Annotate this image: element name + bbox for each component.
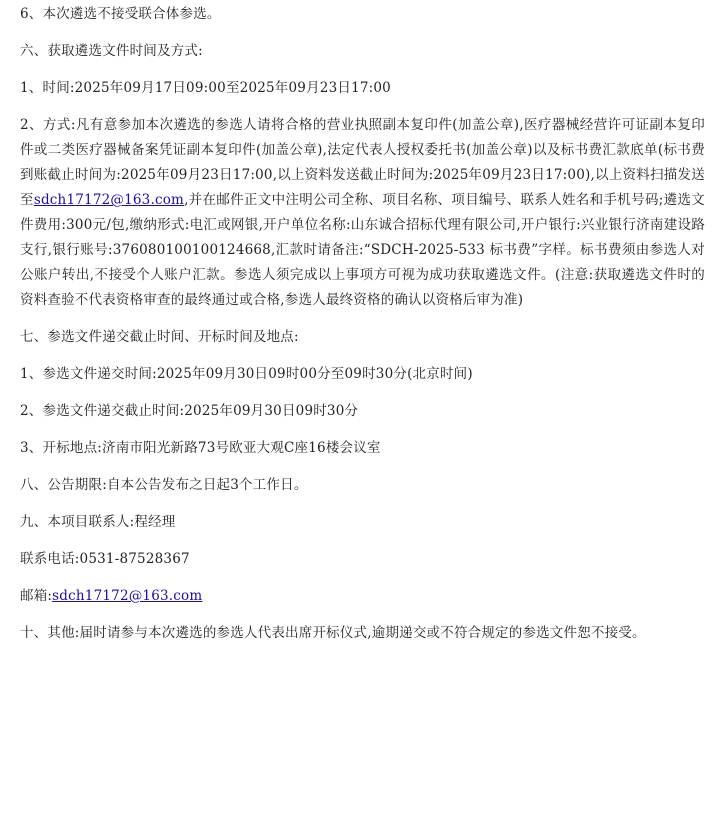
contact-phone: 联系电话:0531-87528367	[20, 551, 190, 567]
method-text-before-email: 2、方式:凡有意参加本次遴选的参选人请将合格的营业执照副本复印件(加盖公章),医疗器械经营许可证副本复印件或二类医疗器械备案凭证副本复印件(加盖公章),法定代表人授权委托书(加盖公章)以及标书费汇款底单(标书费到账截止时间为:2025年09月23日17:00,以上资料发送截止时间为:2025年09月23日17:00),以上资料扫描发送至	[20, 117, 705, 208]
document-obtain-time: 1、时间:2025年09月17日09:00至2025年09月23日17:00	[20, 80, 391, 96]
bid-opening-location: 3、开标地点:济南市阳光新路73号欧亚大观C座16楼会议室	[20, 440, 381, 456]
method-email-link[interactable]: sdch17172@163.com	[33, 192, 185, 208]
section-7-heading: 七、参选文件递交截止时间、开标时间及地点:	[20, 329, 299, 345]
document-obtain-method	[20, 113, 705, 313]
section-9-contact-person: 九、本项目联系人:程经理	[20, 514, 176, 530]
announcement-document	[0, 2, 723, 646]
submission-deadline: 2、参选文件递交截止时间:2025年09月30日09时30分	[20, 403, 359, 419]
section-6-heading: 六、获取遴选文件时间及方式:	[20, 43, 203, 59]
section-10-other: 十、其他:届时请参与本次遴选的参选人代表出席开标仪式,逾期递交或不符合规定的参选文件恕不接受。	[20, 625, 646, 641]
clause-no-consortium: 6、本次遴选不接受联合体参选。	[20, 6, 221, 22]
contact-email-label: 邮箱:	[20, 588, 53, 604]
method-text-after-email: ,并在邮件正文中注明公司全称、项目名称、项目编号、联系人姓名和手机号码;遴选文件费用:300元/包,缴纳形式:电汇或网银,开户单位名称:山东诚合招标代理有限公司,开户银行:兴业银行济南建设路支行,银行账号:376080100100124668,汇款时请备注:“SDCH-2025-533 标书费”字样。标书费须由参选人对公账户转出,不接受个人账户汇款。参选人须完成以上事项方可视为成功获取遴选文件。(注意:获取遴选文件时的资料查验不代表资格审查的最终通过或合格,参选人最终资格的确认以资格后审为准)	[20, 192, 705, 308]
submission-time: 1、参选文件递交时间:2025年09月30日09时00分至09时30分(北京时间)	[20, 366, 473, 382]
section-8-announcement-period: 八、公告期限:自本公告发布之日起3个工作日。	[20, 477, 308, 493]
contact-email-link[interactable]: sdch17172@163.com	[52, 588, 203, 604]
contact-email	[20, 584, 705, 609]
